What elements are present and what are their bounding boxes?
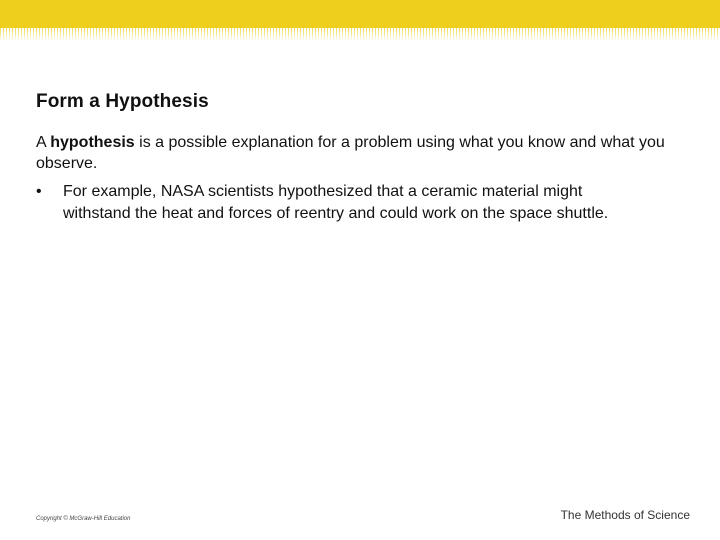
bullet-marker: •: [36, 183, 42, 200]
copyright-notice: Copyright © McGraw-Hill Education: [36, 516, 131, 522]
intro-key-term: hypothesis: [50, 134, 135, 151]
intro-rest: is a possible explanation for a problem using what you know and what you observe.: [36, 134, 665, 172]
footer-section-title: The Methods of Science: [560, 508, 690, 522]
top-accent-fade-mask: [0, 28, 720, 40]
bullet-text: For example, NASA scientists hypothesized that a ceramic material might withstand the heat and forces of reentry and could work on the space shuttle.: [63, 183, 609, 222]
slide-title: Form a Hypothesis: [36, 91, 209, 112]
intro-paragraph: [36, 132, 676, 174]
top-accent-band: [0, 0, 720, 28]
intro-prefix: A: [36, 134, 51, 151]
